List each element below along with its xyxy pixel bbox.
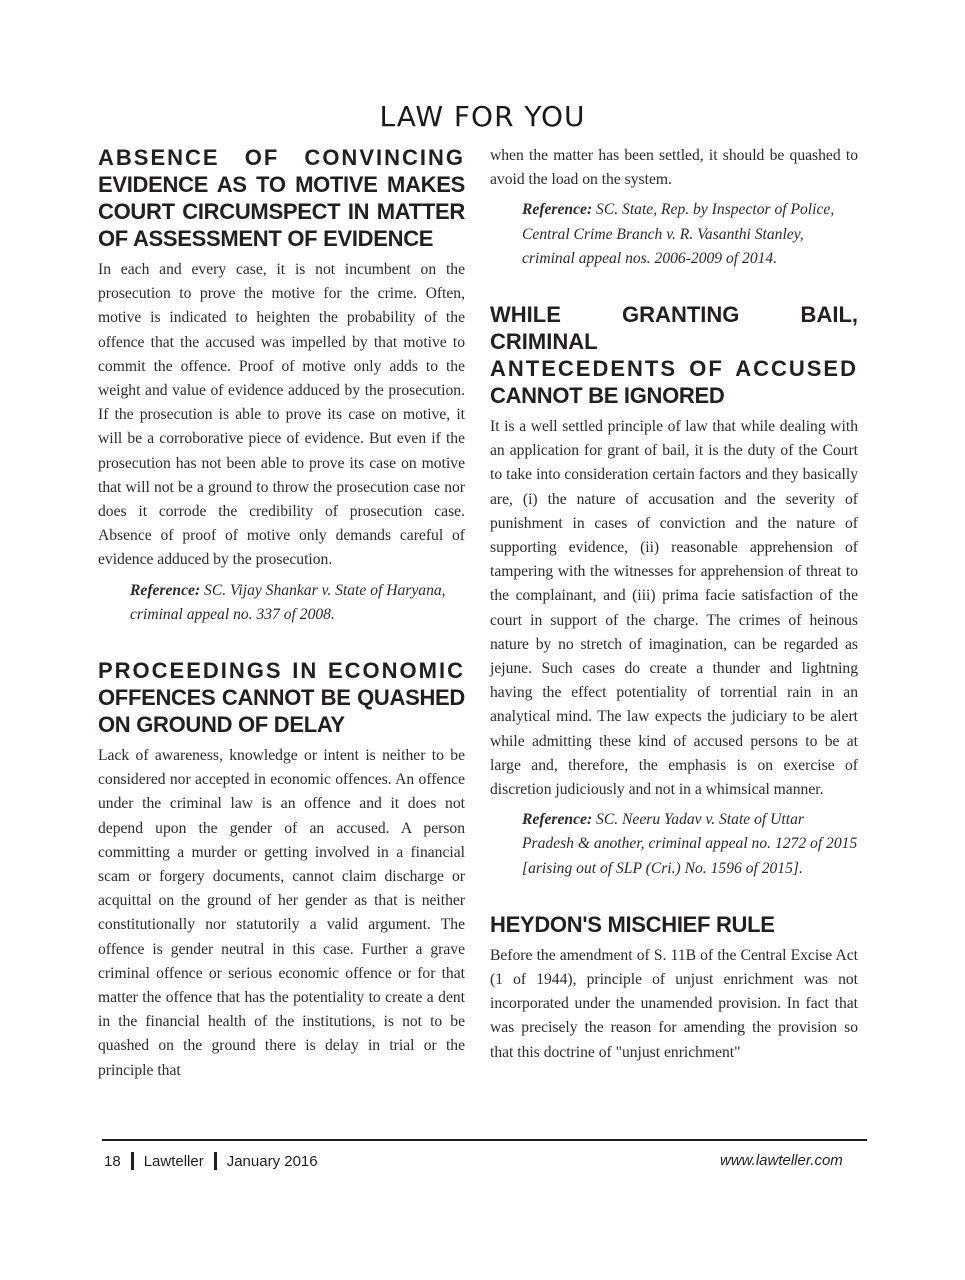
heading-line: PROCEEDINGS IN ECONOMIC [98, 658, 465, 684]
article-bail-antecedents [490, 301, 858, 881]
website-link[interactable]: www.lawteller.com [720, 1152, 843, 1169]
article-heading [490, 301, 858, 409]
reference-text: SC. Neeru Yadav v. State of Uttar Pradesh & another, criminal appeal no. 1272 of 2015 [arising out of SLP (Cri.) No. 1596 of 2015]. [522, 811, 858, 877]
article-reference [130, 579, 465, 627]
article-body: In each and every case, it is not incumbent on the prosecution to prove the motive for the crime. Often, motive is indicated to heighten the probability of the offence that the accused was impelled by that motive to commit the offence. Proof of motive only adds to the weight and value of evidence adduced by the prosecution. If the prosecution is able to prove its case on motive, it will be a corroborative piece of evidence. But even if the prosecution has not been able to prove its case on motive that will not be a ground to throw the prosecution case nor does it corrode the credibility of prosecution case. Absence of proof of motive only demands careful of evidence adduced by the prosecution. [98, 261, 465, 569]
reference-label: Reference: [522, 201, 593, 219]
article-heading [98, 657, 465, 738]
heading-line: EVIDENCE AS TO MOTIVE MAKES COURT CIRCUMSPECT IN MATTER OF ASSESSMENT OF EVIDENCE [98, 172, 465, 251]
article-body: Before the amendment of S. 11B of the Central Excise Act (1 of 1944), principle of unjust enrichment was not incorporated under the unamended provision. In fact that was precisely the reason for amending the provision so that this doctrine of "unjust enrichment" [490, 946, 858, 1061]
article-heading [98, 144, 465, 252]
reference-text: SC. State, Rep. by Inspector of Police, Central Crime Branch v. R. Vasanthi Stanley, criminal appeal nos. 2006-2009 of 2014. [522, 201, 835, 267]
left-column [98, 144, 465, 1083]
right-column [490, 144, 858, 1065]
page-number: 18 [104, 1152, 121, 1170]
article-reference [522, 808, 858, 881]
issue-date: January 2016 [226, 1152, 318, 1170]
footer-divider [102, 1139, 867, 1141]
article-economic-offences-continued [490, 144, 858, 271]
article-heydons-rule [490, 911, 858, 1065]
article-body-continued: when the matter has been settled, it should be quashed to avoid the load on the system. [490, 147, 858, 189]
article-economic-offences [98, 657, 465, 1083]
publication-name: Lawteller [143, 1152, 204, 1170]
heading-line: ABSENCE OF CONVINCING [98, 145, 465, 170]
article-body: Lack of awareness, knowledge or intent is neither to be considered nor accepted in economic offences. An offence under the criminal law is an offence and it does not depend upon the gender of an accused. A person committing a murder or getting involved in a financial scam or forgery documents, cannot claim discharge or acquittal on the ground of her gender as that is neither constitutionally nor statutorily a valid argument. The offence is gender neutral in this case. Further a grave criminal offence or serious economic offence or for that matter the offence that has the potentiality to create a dent in the financial health of the institutions, is not to be quashed on the ground there is delay in trial or the principle that [98, 747, 465, 1079]
section-title: LAW FOR YOU [379, 100, 586, 133]
article-motive-evidence [98, 144, 465, 627]
reference-text: SC. Vijay Shankar v. State of Haryana, criminal appeal no. 337 of 2008. [130, 581, 446, 623]
separator-bar [131, 1152, 134, 1170]
footer-info [104, 1152, 318, 1170]
separator-bar [214, 1152, 217, 1170]
article-heading: HEYDON'S MISCHIEF RULE [490, 911, 775, 937]
reference-label: Reference: [522, 811, 593, 829]
heading-line: ANTECEDENTS OF ACCUSED [490, 356, 858, 382]
heading-line: WHILE GRANTING BAIL, CRIMINAL [490, 302, 858, 355]
heading-line: CANNOT BE IGNORED [490, 383, 725, 409]
article-body: It is a well settled principle of law that while dealing with an application for grant of bail, it is the duty of the Court to take into consideration certain factors and they basically are, (i) the nature of accusation and the severity of punishment in cases of conviction and the nature of supporting evidence, (ii) reasonable apprehension of tampering with the witnesses for apprehension of threat to the complainant, and (iii) prima facie satisfaction of the court in support of the charge. The crimes of heinous nature by no stretch of imagination, can be regarded as jejune. Such cases do create a thunder and lightning having the effect potentiality of torrential rain in an analytical mind. The law expects the judiciary to be alert while admitting these kind of accused persons to be at large and, therefore, the emphasis is on exercise of discretion judiciously and not in a whimsical manner. [490, 418, 858, 799]
reference-label: Reference: [130, 581, 201, 599]
article-reference [522, 198, 858, 271]
heading-line: OFFENCES CANNOT BE QUASHED ON GROUND OF DELAY [98, 685, 465, 738]
